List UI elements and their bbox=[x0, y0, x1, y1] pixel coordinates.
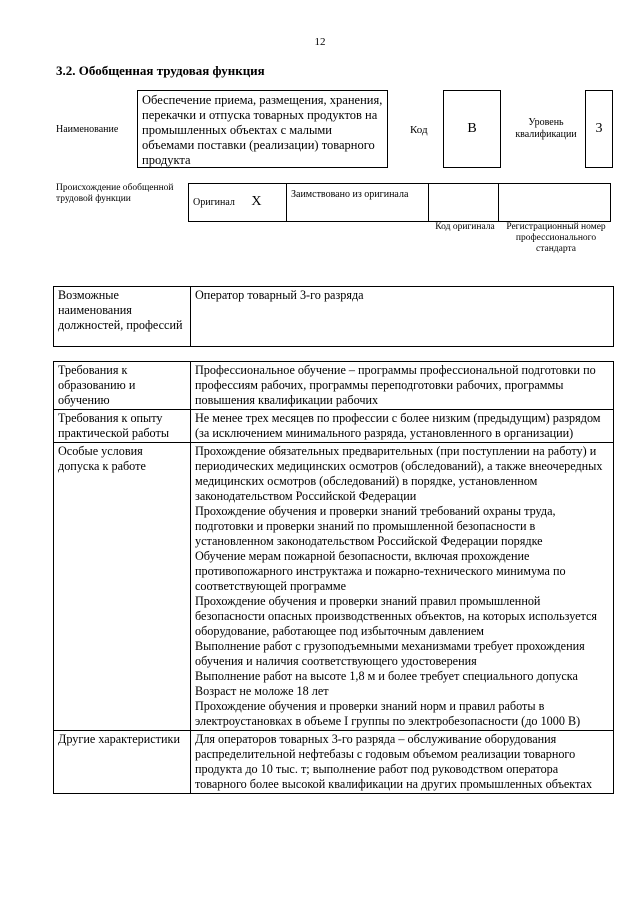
other-characteristics-label: Другие характеристики bbox=[54, 731, 191, 794]
original-label: Оригинал bbox=[193, 197, 235, 208]
positions-table bbox=[53, 286, 614, 347]
name-label: Наименование bbox=[56, 124, 119, 135]
code-label: Код bbox=[410, 124, 428, 136]
origin-original-cell bbox=[189, 184, 287, 222]
experience-line: Не менее трех месяцев по профессии с более низким (предыдущим) разрядом (за исключением минимального разряда, установленного в организации) bbox=[195, 411, 601, 440]
table-row bbox=[54, 443, 614, 731]
origin-table bbox=[188, 183, 611, 222]
table-row bbox=[54, 731, 614, 794]
original-mark: X bbox=[251, 194, 262, 209]
positions-label: Возможные наименования должностей, профессий bbox=[54, 287, 191, 347]
original-code-cell bbox=[429, 184, 499, 222]
experience-value bbox=[191, 410, 614, 443]
condition-line: Возраст не моложе 18 лет bbox=[195, 684, 329, 698]
level-label: Уровень квалификации bbox=[515, 117, 577, 140]
origin-label: Происхождение обобщенной трудовой функции bbox=[56, 183, 174, 204]
table-row bbox=[54, 362, 614, 410]
condition-line: Выполнение работ с грузоподъемными механизмами требует прохождения обучения и наличия соответствующего удостоверения bbox=[195, 639, 585, 668]
reg-number-caption: Регистрационный номер профессионального стандарта bbox=[506, 222, 606, 254]
special-conditions-value bbox=[191, 443, 614, 731]
special-conditions-label: Особые условия допуска к работе bbox=[54, 443, 191, 731]
condition-line: Прохождение обязательных предварительных (при поступлении на работу) и периодических медицинских осмотров (обследований), а также внеочередных медицинских осмотров (обследований) в порядке, установленном законодательством Российской Федерации bbox=[195, 444, 603, 503]
section-title: 3.2. Обобщенная трудовая функция bbox=[56, 63, 265, 78]
experience-label: Требования к опыту практической работы bbox=[54, 410, 191, 443]
education-line: Профессиональное обучение – программы профессиональной подготовки по профессиям рабочих, программы переподготовки рабочих, программы повышения квалификации рабочих bbox=[195, 363, 596, 407]
requirements-table bbox=[53, 361, 614, 794]
level-value-box: 3 bbox=[585, 90, 613, 168]
borrowed-label: Заимствовано из оригинала bbox=[291, 189, 409, 200]
condition-line: Прохождение обучения и проверки знаний правил промышленной безопасности опасных производственных объектов, на которых используется оборудование, работающее под избыточным давлением bbox=[195, 594, 598, 638]
condition-line: Выполнение работ на высоте 1,8 м и более требует специального допуска bbox=[195, 669, 578, 683]
code-original-caption: Код оригинала bbox=[435, 222, 495, 232]
code-value-box: B bbox=[443, 90, 501, 168]
condition-line: Прохождение обучения и проверки знаний требований охраны труда, подготовки и проверки знаний по промышленной безопасности в установленном законодательством Российской Федерации порядке bbox=[195, 504, 556, 548]
borrowed-cell bbox=[287, 184, 429, 222]
education-label: Требования к образованию и обучению bbox=[54, 362, 191, 410]
table-row bbox=[54, 410, 614, 443]
other-characteristics-value bbox=[191, 731, 614, 794]
condition-line: Обучение мерам пожарной безопасности, включая прохождение противопожарного инструктажа и пожарно-технического минимума по соответствующей программе bbox=[195, 549, 566, 593]
page-number: 12 bbox=[314, 36, 326, 48]
other-line: Для операторов товарных 3-го разряда – обслуживание оборудования распределительной нефтебазы с годовым объемом реализации товарного продукта до 10 тыс. т; выполнение работ под руководством оператора товарного более высокой квалификации на других промышленных объектах bbox=[195, 732, 593, 791]
education-value bbox=[191, 362, 614, 410]
condition-line: Прохождение обучения и проверки знаний норм и правил работы в электроустановках в объеме I группы по электробезопасности (до 1000 В) bbox=[195, 699, 581, 728]
positions-value: Оператор товарный 3-го разряда bbox=[191, 287, 614, 347]
function-name-box: Обеспечение приема, размещения, хранения, перекачки и отпуска товарных продуктов на промышленных объектах с малыми объемами поставки (реализации) товарного продукта bbox=[137, 90, 388, 168]
reg-number-cell bbox=[499, 184, 611, 222]
